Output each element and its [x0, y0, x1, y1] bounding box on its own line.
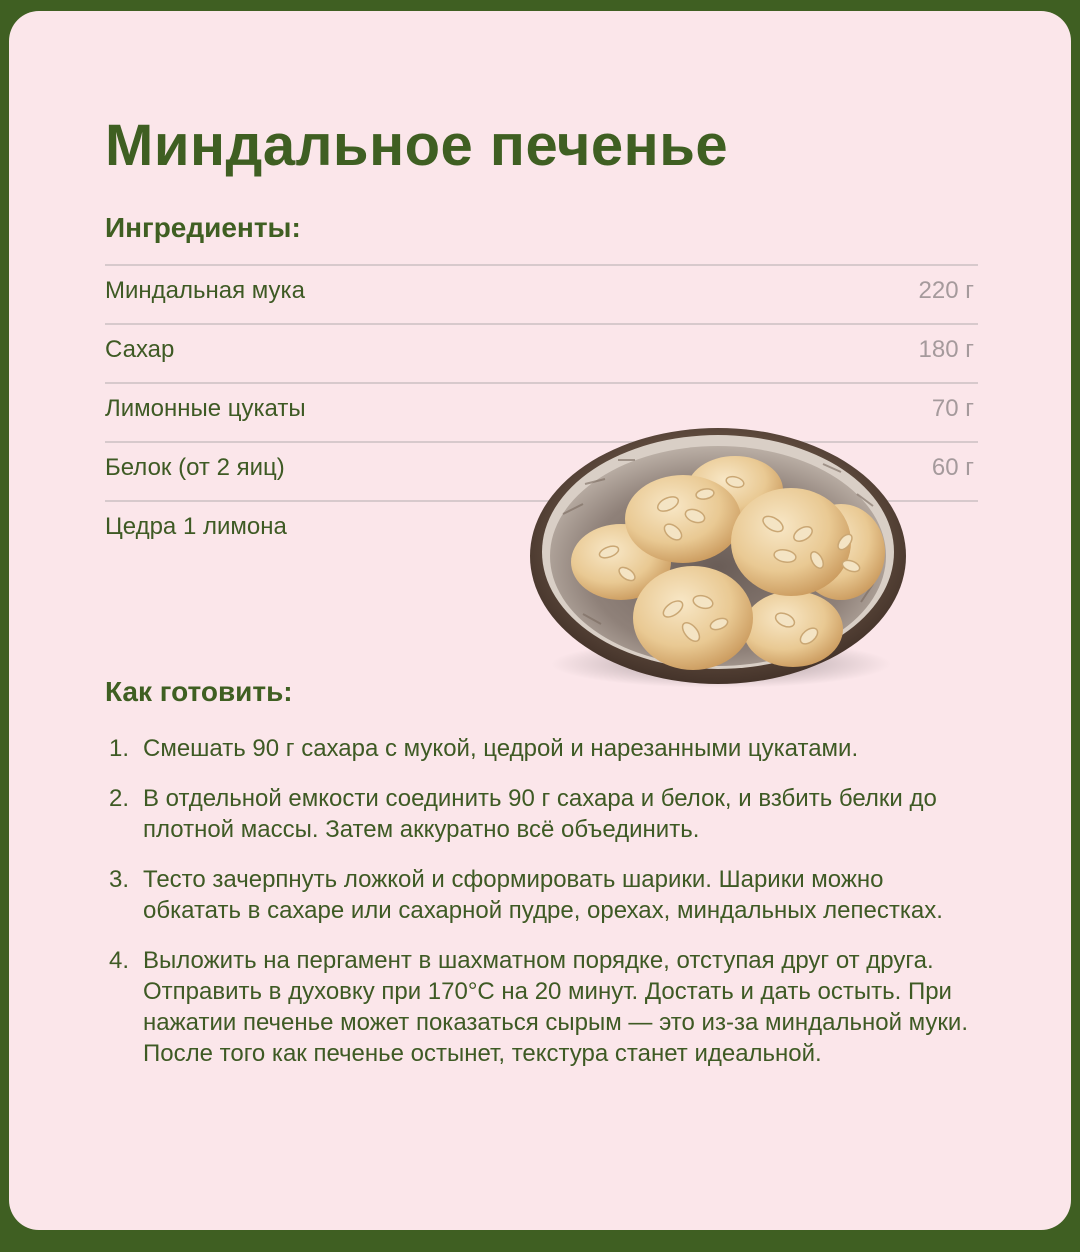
step-number: 4. — [109, 947, 130, 974]
step-text: Тесто зачерпнуть ложкой и сформировать шарики. Шарики можно обкатать в сахаре или сахарной пудре, орехах, миндальных лепестках. — [143, 866, 943, 924]
ingredient-row — [105, 264, 978, 323]
ingredient-amount: 220 г — [918, 277, 974, 304]
ingredients-heading: Ингредиенты: — [105, 212, 301, 243]
recipe-title: Миндальное печенье — [105, 113, 729, 178]
step-item — [109, 783, 979, 845]
ingredient-amount: 180 г — [918, 336, 974, 363]
ingredient-row — [105, 323, 978, 382]
step-number: 3. — [109, 866, 130, 893]
ingredient-name: Миндальная мука — [105, 277, 305, 304]
steps-heading: Как готовить: — [105, 676, 293, 707]
ingredient-name: Сахар — [105, 336, 175, 363]
step-number: 2. — [109, 785, 130, 812]
step-text: Смешать 90 г сахара с мукой, цедрой и нарезанными цукатами. — [143, 735, 859, 762]
ingredient-name: Цедра 1 лимона — [105, 513, 287, 540]
step-text: В отдельной емкости соединить 90 г сахара и белок, и взбить белки до плотной массы. Затем аккуратно всё объединить. — [143, 785, 937, 843]
ingredient-name: Лимонные цукаты — [105, 395, 306, 422]
step-item — [109, 733, 979, 764]
step-item — [109, 945, 979, 1069]
recipe-card — [9, 11, 1071, 1230]
step-item — [109, 864, 979, 926]
ingredient-amount: 60 г — [931, 454, 974, 481]
cookie-bowl-photo — [523, 424, 913, 692]
step-text: Выложить на пергамент в шахматном порядке, отступая друг от друга. Отправить в духовку при 170°C на 20 минут. Достать и дать остыть. При нажатии печенье может показаться сырым — это из-за миндальной муки. После того как печенье остынет, текстура станет идеальной. — [143, 947, 968, 1067]
ingredient-amount: 70 г — [931, 395, 974, 422]
steps-list — [109, 733, 979, 1088]
ingredient-name: Белок (от 2 яиц) — [105, 454, 285, 481]
step-number: 1. — [109, 735, 130, 762]
